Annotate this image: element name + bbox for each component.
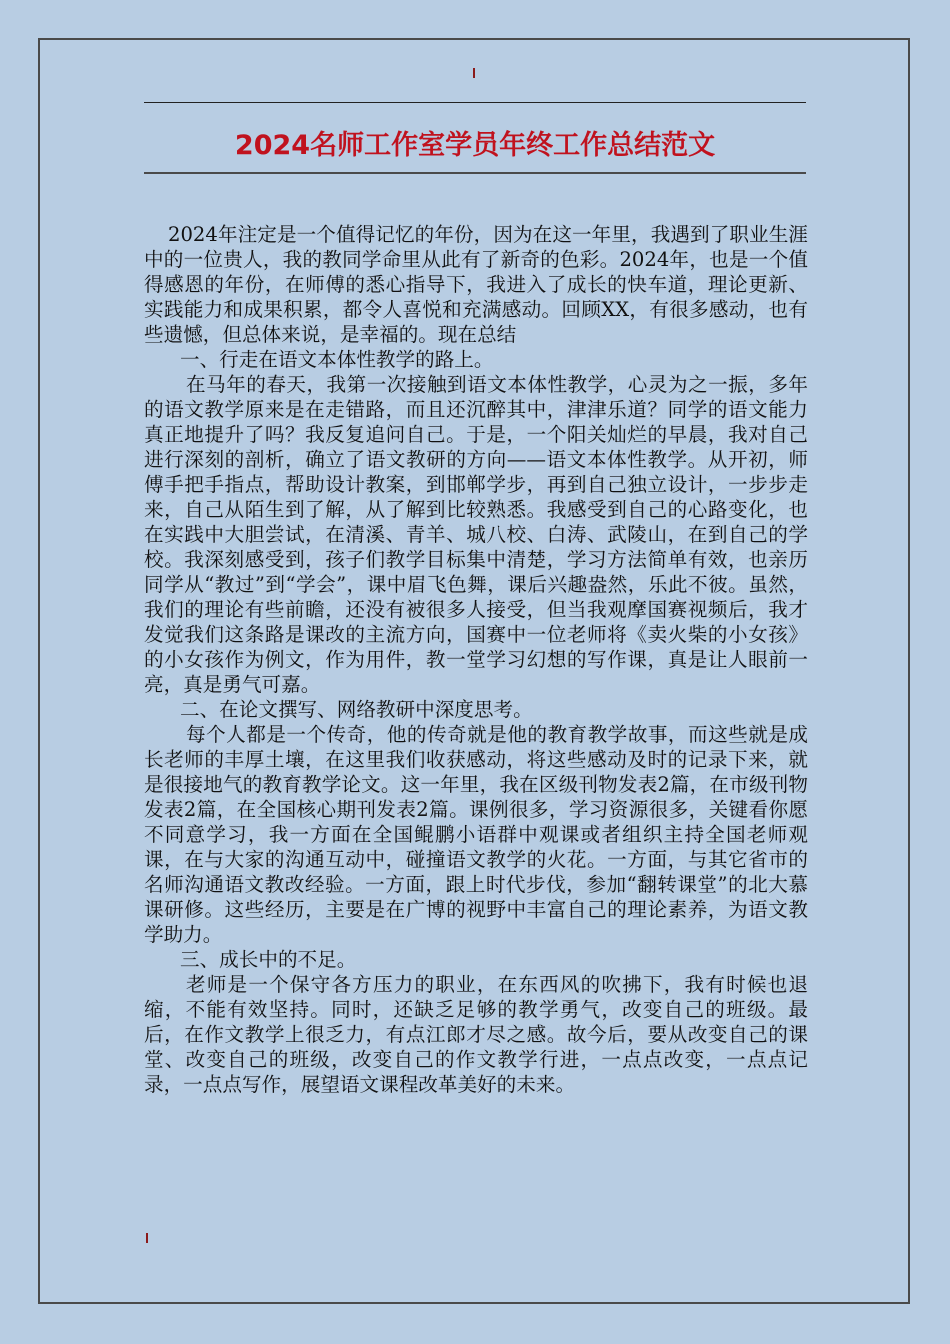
section-heading-1: 一、行走在语文本体性教学的路上。 xyxy=(180,348,494,371)
intro-paragraph: 2024年注定是一个值得记忆的年份，因为在这一年里，我遇到了职业生涯中的一位贵人，我的教同学命里从此有了新奇的色彩。2024年，也是一个值得感恩的年份，在师傅的悉心指导下，我进入了成长的快车道，理论更新、实践能力和成果积累，都令人喜悦和充满感动。回顾XX，有很多感动，也有些遗憾，但总体来说，是幸福的。现在总结 xyxy=(144,223,808,346)
section-paragraph-1: 在马年的春天，我第一次接触到语文本体性教学，心灵为之一振，多年的语文教学原来是在走错路，而且还沉醉其中，津津乐道？同学的语文能力真正地提升了吗？我反复追问自己。于是，一个阳关灿烂的早晨，我对自己进行深刻的剖析，确立了语文教研的方向——语文本体性教学。从开初，师傅手把手指点，帮助设计教案，到邯郸学步，再到自己独立设计，一步步走来，自己从陌生到了解，从了解到比较熟悉。我感受到自己的心路变化，也在实践中大胆尝试，在清溪、青羊、城八校、白涛、武陵山，在到自己的学校。我深刻感受到，孩子们教学目标集中清楚，学习方法简单有效，也亲历同学从“教过”到“学会”，课中眉飞色舞，课后兴趣盎然，乐此不彼。虽然，我们的理论有些前瞻，还没有被很多人接受，但当我观摩国赛视频后，我才发觉我们这条路是课改的主流方向，国赛中一位老师将《卖火柴的小女孩》的小女孩作为例文，作为用件，教一堂学习幻想的写作课，真是让人眼前一亮，真是勇气可嘉。 xyxy=(144,373,808,696)
section-heading-2: 二、在论文撰写、网络教研中深度思考。 xyxy=(180,698,533,721)
footer-mark xyxy=(146,1233,148,1243)
document-body xyxy=(144,222,808,1097)
section-paragraph-2: 每个人都是一个传奇，他的传奇就是他的教育教学故事，而这些就是成长老师的丰厚土壤，在这里我们收获感动，将这些感动及时的记录下来，就是很接地气的教育教学论文。这一年里，我在区级刊物发表2篇，在市级刊物发表2篇，在全国核心期刊发表2篇。课例很多，学习资源很多，关键看你愿不同意学习，我一方面在全国鲲鹏小语群中观课或者组织主持全国老师观课，在与大家的沟通互动中，碰撞语文教学的火花。一方面，与其它省市的名师沟通语文教改经验。一方面，跟上时代步伐，参加“翻转课堂”的北大慕课研修。这些经历，主要是在广博的视野中丰富自己的理论素养，为语文教学助力。 xyxy=(144,723,808,946)
header-mark xyxy=(473,68,475,78)
document-title: 2024名师工作室学员年终工作总结范文 xyxy=(234,130,716,161)
title-rule xyxy=(144,172,806,174)
section-heading-3: 三、成长中的不足。 xyxy=(180,948,357,971)
section-paragraph-3: 老师是一个保守各方压力的职业，在东西风的吹拂下，我有时候也退缩，不能有效坚持。同时，还缺乏足够的教学勇气，改变自己的班级。最后，在作文教学上很乏力，有点江郎才尽之感。故今后，要从改变自己的课堂、改变自己的班级，改变自己的作文教学行进，一点点改变，一点点记录，一点点写作，展望语文课程改革美好的未来。 xyxy=(144,973,808,1096)
header-rule xyxy=(144,102,806,103)
